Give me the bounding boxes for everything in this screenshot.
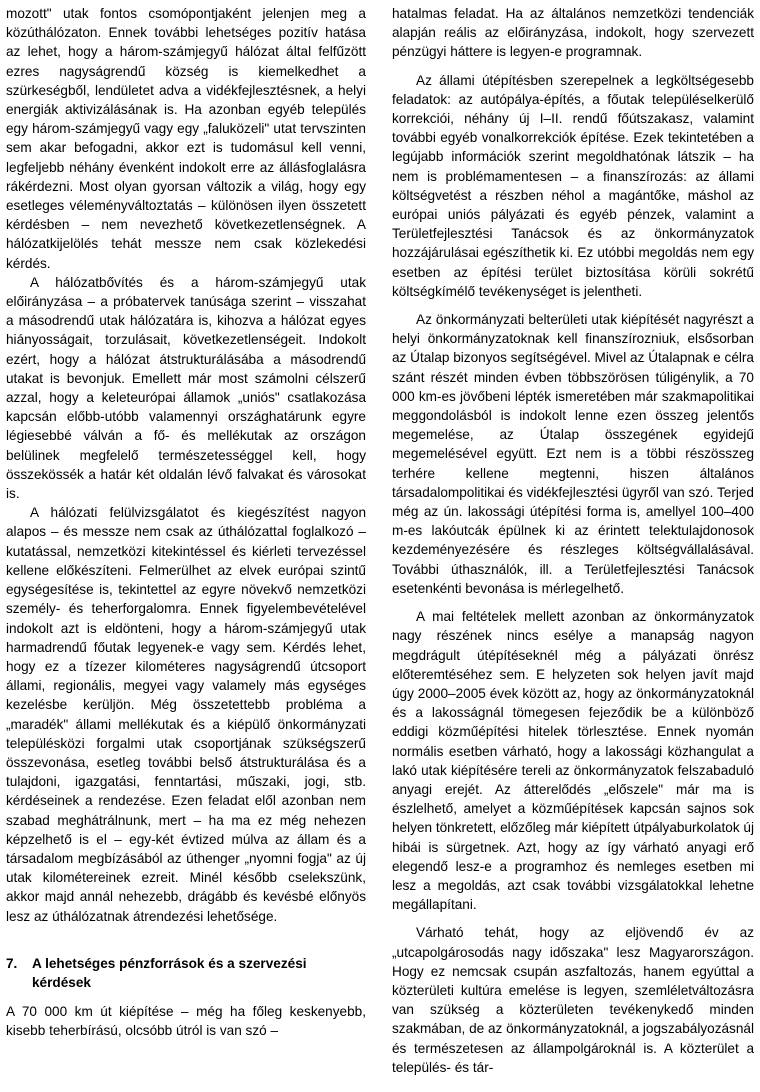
- paragraph: A mai feltételek mellett azonban az önkormányzatok nagy részének nincs esélye a manapság nagyon megdrágult útépítéseknél még a pályázati önrész előteremtéséhez sem. E helyzeten sok helyen javít majd úgy 2000–2005 évek között az, hogy az önkormányzatoknál és a lakosságnál tömegesen fejeződik be a különböző eddigi közműépítési hitelek törlesztése. Ennek nyomán normális esetben várható, hogy a lakossági közhangulat a lakó utak kiépítésére tereli az önkormányzatok felszabaduló anyagi erejét. Az átterelődés „előszele" már ma is észlelhető, amelyet a közműépítések kapcsán sajnos sok helyen tönkretett, előzőleg már kiépített útpályaburkolatok új hibái is sürgetnek. Azt, hogy az így várható anyagi erő elegendő lesz-e a programhoz és nemleges esetben mi lesz a megoldás, azt csak további vizsgálatokkal lehetne megállapítani.: [392, 609, 754, 913]
- paragraph: A 70 000 km út kiépítése – még ha főleg keskenyebb, kisebb teherbírású, olcsóbb útról is van szó –: [6, 1004, 366, 1039]
- paragraph: Az állami útépítésben szerepelnek a legköltségesebb feladatok: az autópálya-építés, a főutak településelkerülő korrekciói, néhány új I–II. rendű főútszakasz, valamint további egyéb vonalkorrekciók építése. Ezek tekintetében a legújabb információk szerint megoldhatónak látszik – ha nem is problémamentesen – a finanszírozás: az állami költségvetést a részben néhol a magántőke, máshol az európai uniós pályázati és egyéb pénzek, valamint a Területfejlesztési Tanácsok és az önkormányzatok hozzájárulásai egészíthetik ki. Ez utóbbi megoldás nem egy esetben az építési terület biztosítása körüli sokrétű költségkímélő tevékenységet is jelentheti.: [392, 72, 754, 299]
- paragraph: Az önkormányzati belterületi utak kiépítését nagyrészt a helyi önkormányzatoknak kell finanszírozniuk, elsősorban az Útalap bizonyos segítségével. Mivel az Útalapnak e célra szánt részét minden évben többszörösen túligénylik, a 70 000 km-es jövőbeni lépték ismeretében már szakmapolitikai meggondolásból is indokolt lenne ezen összeg jelentős megemelése, az Útalap összegének egyidejű megemelésével együtt. Ezt nem is a többi részösszeg terhére kellene megtenni, hiszen általános társadalompolitikai és vidékfejlesztési ügyről van szó. Terjed még az ún. lakossági útépítési forma is, amellyel 100–400 m-es lakóutcák épülnek ki az érintett telektulajdonosok kezdeményezésére és részleges költségvállalásával. További úthasználók, ill. a Területfejlesztési Tanácsok esetenkénti bevonása is mérlegelhető.: [392, 312, 754, 596]
- left-column: [6, 4, 366, 1041]
- paragraph: hatalmas feladat. Ha az általános nemzetközi tendenciák alapján reális az előirányzása, indokolt, hogy szervezett pénzügyi háttere is legyen-e programnak.: [392, 6, 754, 60]
- section-heading: [6, 954, 366, 992]
- section-number: 7.: [6, 955, 18, 971]
- paragraph: mozott" utak fontos csomópontjaként jelenjen meg a közúthálózaton. Ennek további lehetséges pozitív hatása az lehet, hogy a három-számjegyű hálózat által felfűzött ezres nagyságrendű község is kiemelkedhet a szürkeségből, lendületet adva a vidékfejlesztésnek, a helyi energiák aktivizálásának is. Ha azonban egyéb település egy három-számjegyű vagy egy „faluközeli" utat tervszinten sem akar befogadni, akkor ezt is tudomásul kell venni, legfeljebb néhány évenként indokolt erre az állásfoglalásra rákérdezni. Most olyan gyorsan változik a világ, hogy egy esetleges véleményváltoztatás – különösen ilyen összetett kérdésben – nem nevezhető következetlenségnek. A hálózatkijelölés tehát messze nem csak közlekedési kérdés.: [6, 6, 366, 271]
- right-column: [392, 4, 754, 1077]
- paragraph: Várható tehát, hogy az eljövendő év az „utcapolgárosodás nagy időszaka" lesz Magyarországon. Hogy ez nemcsak csupán aszfaltozás, hanem egyúttal a közterületi kultúra emelése is legyen, szemléletváltozásra van szükség a közterületen tevékenykedő minden szakmában, de az önkormányzatoknál, a jogszabályozásnál és természetesen az állampolgároknál is. A közterület a település- és tár-: [392, 925, 754, 1075]
- paragraph: A hálózati felülvizsgálatot és kiegészítést nagyon alapos – és messze nem csak az úthálózattal foglalkozó – kutatással, nemzetközi kitekintéssel és kiérleti tervezéssel kellene előkészíteni. Felmerülhet az elvek európai szintű egységesítése is, tekintettel az egyre növekvő nemzetközi személy- és teherforgalomra. Ennek figyelembevételével indokolt azt is eldönteni, hogy a három-számjegyű utak harmadrendű főutak legyenek-e vagy sem. Kérdés lehet, hogy ez a tízezer kilométeres nagyságrendű útcsoport állami, regionális, megyei vagy valamely más egységes kezelésbe kerüljön. Még összetettebb probléma a „maradék" állami mellékutak és a kiépülő önkormányzati településközi forgalmi utak csoportjának szükségszerű összevonása, esetleg további belső átstrukturálása és a tulajdoni, igazgatási, fenntartási, műszaki, jogi, stb. kérdéseinek a rendezése. Ezen feladat elől azonban nem szabad meghátrálnunk, mert – ha ma ez még nehezen képzelhető is el – egy-két évtized múlva az állam és a társadalom megbízásából az úthenger „nyomni fogja" az új utak kilométereinek ezreit. Minél később cselekszünk, akkor majd annál nehezebb, drágább és kevésbé előnyös lesz az úthálózatnak átrendezési lehetősége.: [6, 505, 366, 924]
- paragraph: A hálózatbővítés és a három-számjegyű utak előirányzása – a próbatervek tanúsága szerint – visszahat a másodrendű utak hálózatára is, kihozva a hálózat egyes hiányosságait, torzulásait, következetlenségeit. Indokolt ezért, hogy a hálózat átstrukturálásába a másodrendű utakat is bevonjuk. Emellett már most számolni célszerű azzal, hogy a keleteurópai államok „uniós" csatlakozása kapcsán előbb-utóbb valamennyi országhatárunk egyre légiesebbé válván a fő- és mellékutak az országon belülinek megfelelő természetességgel kell, hogy összekössék a határ két oldalán lévő falvakat és városokat is.: [6, 274, 366, 502]
- section-title: A lehetséges pénzforrások és a szervezési kérdések: [32, 955, 307, 990]
